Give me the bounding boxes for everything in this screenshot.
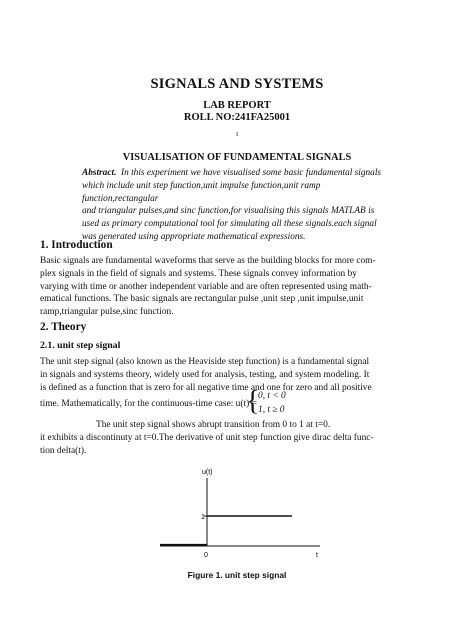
section-heading-introduction: 1. Introduction (40, 239, 113, 251)
theory-paragraph-continued (40, 419, 434, 457)
paragraph-line: The unit step signal shows abrupt transition from 0 to 1 at t=0. (96, 420, 331, 430)
paragraph-line: tion delta(t). (40, 445, 87, 456)
unit-step-figure (160, 464, 330, 559)
abstract-label: Abstract. (82, 168, 117, 178)
y-axis-label: u(t) (202, 469, 213, 476)
abstract-line (82, 167, 394, 180)
y-tick-label: 1 (201, 514, 205, 521)
paragraph-line: The unit step signal (also known as the Heaviside step function) is a fundamental signal (40, 357, 370, 367)
paragraph-line: is defined as a function that is zero for all negative time and one for zero and all positive (40, 382, 372, 393)
abstract-line: and triangular pulses,and sinc function,for visualising this signals MATLAB is (82, 206, 375, 217)
roll-number: ROLL NO:241FA25001 (183, 112, 291, 123)
paper-title: VISUALISATION OF FUNDAMENTAL SIGNALS (122, 152, 352, 163)
paragraph-line: plex signals in the field of signals and systems. These signals convey information by (40, 268, 357, 279)
abstract-line: was generated using appropriate mathematical expressions. (82, 231, 306, 242)
x-tick-label: 0 (204, 552, 208, 559)
introduction-paragraph (40, 255, 434, 319)
formula-brace: { (246, 386, 260, 417)
formula-prefix: time. Mathematically, for the continuous-time case: u(t) = (40, 399, 257, 409)
subsection-heading-unit-step: 2.1. unit step signal (40, 340, 121, 351)
formula-case-negative: 0, t < 0 (258, 391, 286, 401)
unit-step-plot (160, 464, 330, 559)
formula-case-nonnegative: 1, t ≥ 0 (258, 405, 285, 415)
abstract-text: In this experiment we have visualised some basic fundamental signals (121, 168, 382, 178)
paragraph-line: ematical functions. The basic signals are rectangular pulse ,unit step ,unit impulse,unit (40, 294, 364, 305)
figure-caption: Figure 1. unit step signal (187, 570, 287, 580)
abstract-line: which include unit step function,unit impulse function,unit ramp function,rectangular (82, 180, 321, 204)
document-title: SIGNALS AND SYSTEMS (150, 76, 324, 92)
abstract-line: used as primary computational tool for simulating all these signals.each signal (82, 219, 377, 230)
paragraph-line: ramp,triangular pulse,sinc function. (40, 307, 174, 318)
paragraph-line: varying with time or another independent variable and are often represented using math- (40, 281, 372, 292)
paragraph-line: Basic signals are fundamental waveforms that serve as the building blocks for more com- (40, 256, 376, 266)
lab-report-label: LAB REPORT (203, 100, 271, 111)
theory-paragraph (40, 356, 434, 394)
paragraph-line: it exhibits a discontinuty at t=0.The derivative of unit step function give dirac delta func- (40, 432, 374, 443)
footnote-mark: 1 (235, 131, 239, 138)
abstract (82, 167, 394, 244)
section-heading-theory: 2. Theory (40, 321, 87, 333)
paragraph-line: in signals and systems theory, widely used for analysis, testing, and system modeling. It (40, 369, 370, 380)
x-axis-label: t (316, 552, 318, 559)
